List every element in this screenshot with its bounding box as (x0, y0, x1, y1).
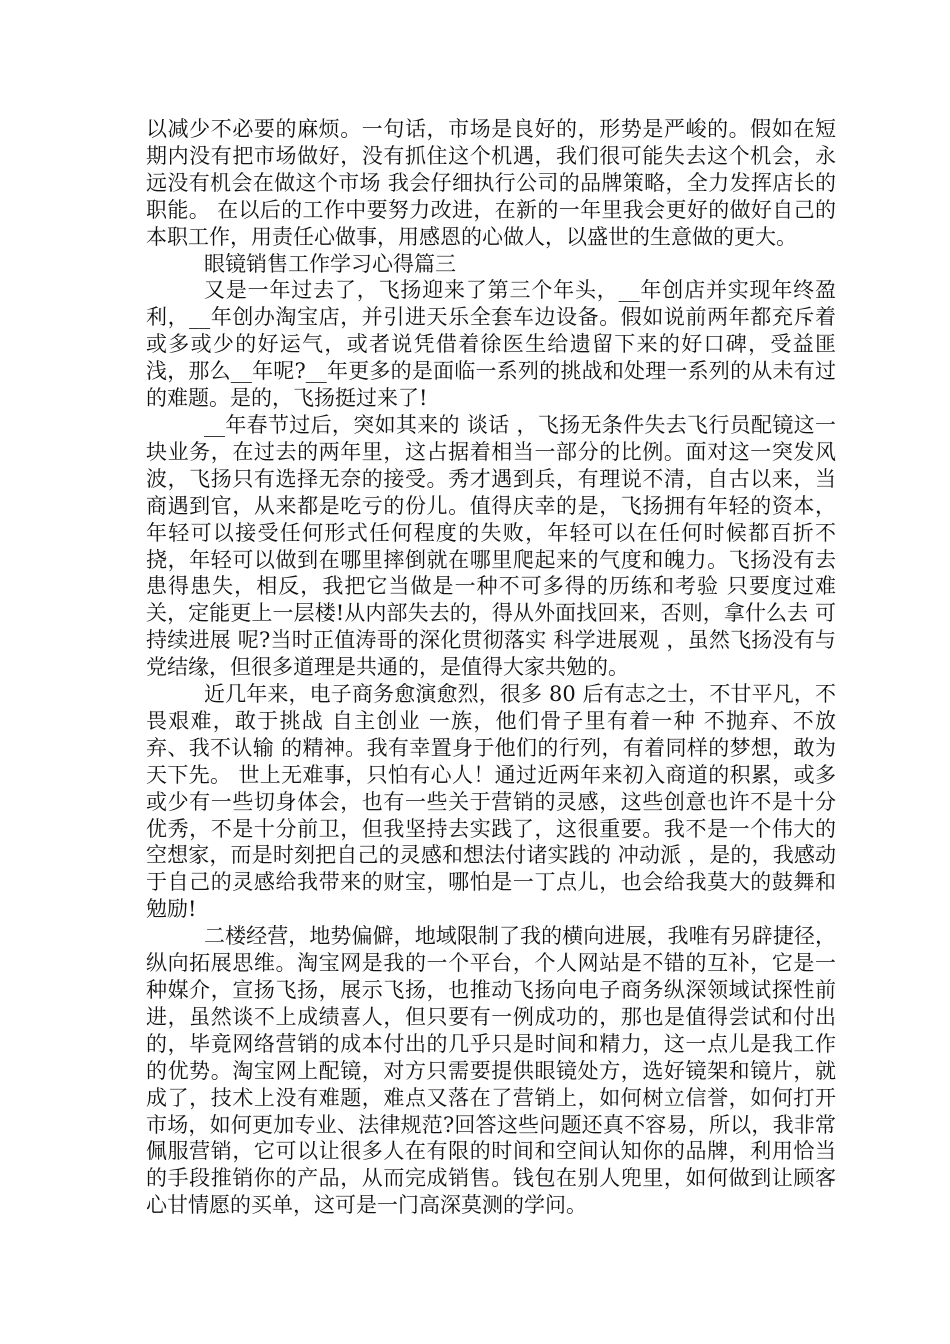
paragraph: 又是一年过去了，飞扬迎来了第三个年头，__年创店并实现年终盈利，__年创办淘宝店，并引进天乐全套车边设备。假如说前两年都充斥着或多或少的好运气，或者说凭借着徐医生给遗留下来的好口碑，受益匪浅，那么__年呢?__年更多的是面临一系列的挑战和处理一系列的从未有过的难题。是的，飞扬挺过来了! (146, 278, 836, 411)
paragraph: __年春节过后，突如其来的 谈话 ，飞扬无条件失去飞行员配镜这一块业务，在过去的两年里，这占据着相当一部分的比例。面对这一突发风波，飞扬只有选择无奈的接受。秀才遇到兵，有理说不清，自古以来，当商遇到官，从来都是吃亏的份儿。值得庆幸的是，飞扬拥有年轻的资本，年轻可以接受任何形式任何程度的失败，年轻可以在任何时候都百折不挠，年轻可以做到在哪里摔倒就在哪里爬起来的气度和魄力。飞扬没有去患得患失，相反，我把它当做是一种不可多得的历练和考验 只要度过难关，定能更上一层楼!从内部失去的，得从外面找回来，否则，拿什么去 可持续进展 呢?当时正值涛哥的深化贯彻落实 科学进展观 ，虽然飞扬没有与党结缘，但很多道理是共通的，是值得大家共勉的。 (146, 412, 836, 680)
paragraph-continuation: 以减少不必要的麻烦。一句话，市场是良好的，形势是严峻的。假如在短期内没有把市场做好，没有抓住这个机遇，我们很可能失去这个机会，永远没有机会在做这个市场 我会仔细执行公司的品牌策略，全力发挥店长的职能。 在以后的工作中要努力改进，在新的一年里我会更好的做好自己的本职工作，用责任心做事，用感恩的心做人，以盛世的生意做的更大。 (146, 117, 836, 249)
paragraph: 二楼经营，地势偏僻，地域限制了我的横向进展，我唯有另辟捷径，纵向拓展思维。淘宝网是我的一个平台，个人网站是不错的互补，它是一种媒介，宣扬飞扬，展示飞扬，也推动飞扬向电子商务纵深领域试探性前进，虽然谈不上成绩喜人，但只要有一例成功的，那也是值得尝试和付出的，毕竟网络营销的成本付出的几乎只是时间和精力，这一点儿是我工作的优势。淘宝网上配镜，对方只需要提供眼镜处方，选好镜架和镜片，就成了，技术上没有难题，难点又落在了营销上，如何树立信誉，如何打开市场，如何更加专业、法律规范?回答这些问题还真不容易，所以，我非常佩服营销，它可以让很多人在有限的时间和空间认知你的品牌，利用恰当的手段推销你的产品，从而完成销售。钱包在别人兜里，如何做到让顾客心甘情愿的买单，这可是一门高深莫测的学问。 (146, 924, 836, 1218)
document-body (146, 116, 836, 1219)
paragraph: 近几年来，电子商务愈演愈烈，很多 80 后有志之士，不甘平凡，不畏艰难，敢于挑战 自主创业 一族，他们骨子里有着一种 不抛弃、不放弃、我不认输 的精神。我有幸置身于他们的行列，有着同样的梦想，敢为天下先。 世上无难事，只怕有心人！通过近两年来初入商道的积累，或多或少有一些切身体会，也有一些关于营销的灵感，这些创意也许不是十分优秀，不是十分前卫，但我坚持去实践了，这很重要。我不是一个伟大的空想家，而是时刻把自己的灵感和想法付诸实践的 冲动派 ，是的，我感动于自己的灵感给我带来的财宝，哪怕是一丁点儿，也会给我莫大的鼓舞和勉励! (146, 682, 836, 922)
section-heading: 眼镜销售工作学习心得篇三 (204, 251, 456, 276)
